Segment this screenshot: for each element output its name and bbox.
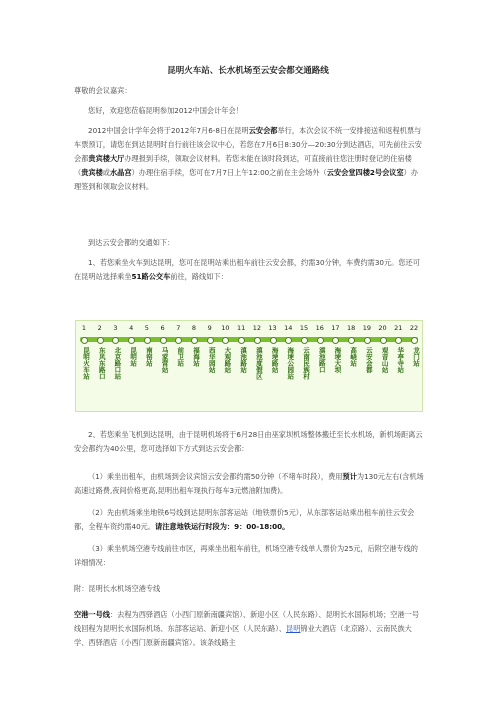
route-stop-dot bbox=[191, 337, 198, 344]
route-stop-name: 西华园站 bbox=[207, 347, 216, 373]
route-stop-dot bbox=[175, 337, 182, 344]
route-stop-name: 前卫站 bbox=[176, 347, 185, 367]
route-stop-number: 12 bbox=[252, 324, 261, 332]
route-stop-dot bbox=[332, 337, 339, 344]
route-stop-name: 北京路口站 bbox=[113, 347, 122, 380]
route-stop-number: 13 bbox=[268, 324, 277, 332]
route-stop-number: 14 bbox=[284, 324, 293, 332]
route-stop-dot bbox=[270, 337, 277, 344]
route-stop-name: 龙门站 bbox=[412, 347, 420, 367]
route-stop-dot bbox=[348, 337, 355, 344]
route-stop-dot bbox=[301, 337, 308, 344]
route-stop-dot bbox=[207, 337, 214, 344]
route-stop-number: 17 bbox=[331, 324, 340, 332]
route-stop-number: 7 bbox=[176, 324, 181, 332]
route-stop-number: 5 bbox=[144, 324, 149, 332]
page-title: 昆明火车站、长水机场至云安会都交通路线 bbox=[167, 66, 329, 76]
route-stop-name: 南窑站 bbox=[144, 347, 153, 367]
route-stop-dot bbox=[380, 337, 387, 344]
route-stop-name: 观音山站 bbox=[380, 347, 389, 373]
route-stop-number: 15 bbox=[299, 324, 309, 332]
venue-name: 云安会都 bbox=[248, 126, 278, 135]
route-stop-number: 18 bbox=[347, 324, 356, 332]
route-stop-name: 东风东路口 bbox=[97, 347, 106, 380]
paragraph-airport: 2、若您乘坐飞机到达昆明，由于昆明机场将于6月28日由巫家坝机场整体搬迁至长水机场，新机场距离云安会都约为40公里，您可选择如下方式到达云安会都： bbox=[74, 430, 423, 453]
shuttle-line-1: 空港一号线：去程为西驿酒店（小西门原新南疆宾馆）、新迎小区（人民东路）、昆明长水国际机场；空港一号线回程为昆明长水国际机场、东部客运站、新迎小区（人民东路）、昆明锦业大酒店（北京路）、云南民族大学、西驿酒店（小西门原新南疆宾馆）。该条线路主 bbox=[74, 610, 420, 647]
route-stop-dot bbox=[222, 337, 229, 344]
bus-route-map bbox=[75, 320, 423, 412]
route-stop-number: 11 bbox=[237, 324, 246, 332]
route-stop-number: 16 bbox=[315, 324, 324, 332]
route-stop-name: 马家营站 bbox=[160, 347, 169, 373]
route-stop-name: 海埂大坝 bbox=[333, 347, 342, 373]
kunming-link[interactable]: 昆明 bbox=[286, 624, 301, 633]
route-stop-name: 华亭寺站 bbox=[396, 347, 405, 373]
route-stop-number: 9 bbox=[207, 324, 212, 332]
route-stop-name: 福海站 bbox=[192, 347, 200, 367]
route-stop-number: 21 bbox=[394, 324, 403, 332]
route-stop-dot bbox=[97, 337, 104, 344]
route-stop-dot bbox=[160, 337, 167, 344]
route-stop-name: 云南民族村 bbox=[302, 347, 310, 380]
route-stop-dot bbox=[254, 337, 261, 344]
route-stop-name: 海埂公园站 bbox=[286, 347, 295, 380]
option-taxi: （1）乘坐出租车，由机场到会议宾馆云安会都约需50分钟（不堵车时段），费用预计为130元左右(含机场高速过路费,夜间价格更高,昆明出租车现执行每车3元燃油附加费)。 bbox=[74, 472, 424, 495]
route-stop-dot bbox=[411, 337, 418, 344]
route-stop-dot bbox=[364, 337, 371, 344]
route-stop-dot bbox=[395, 337, 402, 344]
paragraph-train: 1、若您乘坐火车到达昆明，您可在昆明站乘出租车前往云安会都，约需30分钟，车费约需30元。您还可在昆明站选择乘坐51路公交车前往，路线如下： bbox=[74, 258, 420, 281]
paragraph-registration: 2012中国会计学年会将于2012年7月6-8日在昆明云安会都举行，本次会议不统一安排接送和返程机票与车票预订，请您在到达昆明时自行前往该会议中心，若您在7月6日8:30分—20:30分到达酒店，可先前往云安会都贵宾楼大厅办理报到手续，领取会议材料。若您未能在该时段到达，可直接前往您注册时登记的住宿楼（贵宾楼或水晶宫）办理住宿手续，您可在7月7日上午12:00之前在主会场外（云安会堂四楼2号会议室）办理签到和领取会议材料。 bbox=[74, 126, 422, 191]
route-stop-dot bbox=[317, 337, 324, 344]
route-stop-dot bbox=[144, 337, 151, 344]
route-stop-name: 海埂路站 bbox=[270, 347, 279, 373]
route-stop-dot bbox=[81, 337, 88, 344]
appendix-heading: 附：昆明长水机场空港专线 bbox=[74, 584, 161, 593]
route-stop-number: 8 bbox=[191, 324, 197, 332]
option-metro: （2）先由机场乘坐地铁6号线到达昆明东部客运站（地铁票价5元），从东部客运站乘出租车前往云安会都，全程车资约需40元。请注意地铁运行时段为：9：00-18:00。 bbox=[74, 508, 415, 531]
registration-location: 贵宾楼大厅 bbox=[88, 154, 125, 163]
route-stop-name: 滇池路站 bbox=[239, 347, 248, 373]
metro-hours: 请注意地铁运行时段为：9：00-18:00。 bbox=[155, 522, 290, 531]
signin-location: 云安会堂四楼2号会议室 bbox=[326, 168, 404, 177]
transport-intro: 到达云安会都的交通如下： bbox=[88, 238, 175, 247]
route-stop-number: 6 bbox=[160, 324, 165, 332]
shuttle-line-name: 空港一号线 bbox=[74, 610, 110, 619]
route-stop-name: 大观路站 bbox=[223, 347, 232, 373]
route-stop-name: 高峣站 bbox=[349, 347, 358, 367]
option-shuttle: （3）乘坐机场空港专线前往市区，再乘坐出租车前往，机场空港专线单人票价为25元，后附空港专线的详细情况： bbox=[74, 544, 418, 567]
route-stop-number: 4 bbox=[129, 324, 134, 332]
greeting: 尊敬的会议嘉宾： bbox=[74, 86, 132, 95]
welcome-text: 您好，欢迎您莅临昆明参加2012中国会计年会！ bbox=[88, 106, 243, 115]
route-stop-name: 滇池度假区 bbox=[254, 347, 263, 380]
route-stop-dot bbox=[285, 337, 292, 344]
route-stop-name: 昆明火车站 bbox=[82, 347, 90, 380]
route-stop-dot bbox=[112, 337, 119, 344]
route-stop-number: 19 bbox=[362, 324, 371, 332]
route-stop-name: 昆明站 bbox=[129, 347, 138, 367]
route-stop-number: 22 bbox=[409, 324, 419, 332]
route-stop-dot bbox=[128, 337, 135, 344]
bus-route-name: 51路公交车 bbox=[131, 272, 171, 281]
route-stop-number: 3 bbox=[113, 324, 118, 332]
route-stop-name: 云安会都 bbox=[364, 347, 373, 373]
route-stop-number: 1 bbox=[81, 324, 87, 332]
route-stop-number: 2 bbox=[97, 324, 102, 332]
route-stop-number: 10 bbox=[221, 324, 230, 332]
route-stop-name: 滇池路口 bbox=[317, 347, 326, 373]
route-stop-number: 20 bbox=[378, 324, 387, 332]
route-stop-dot bbox=[238, 337, 245, 344]
